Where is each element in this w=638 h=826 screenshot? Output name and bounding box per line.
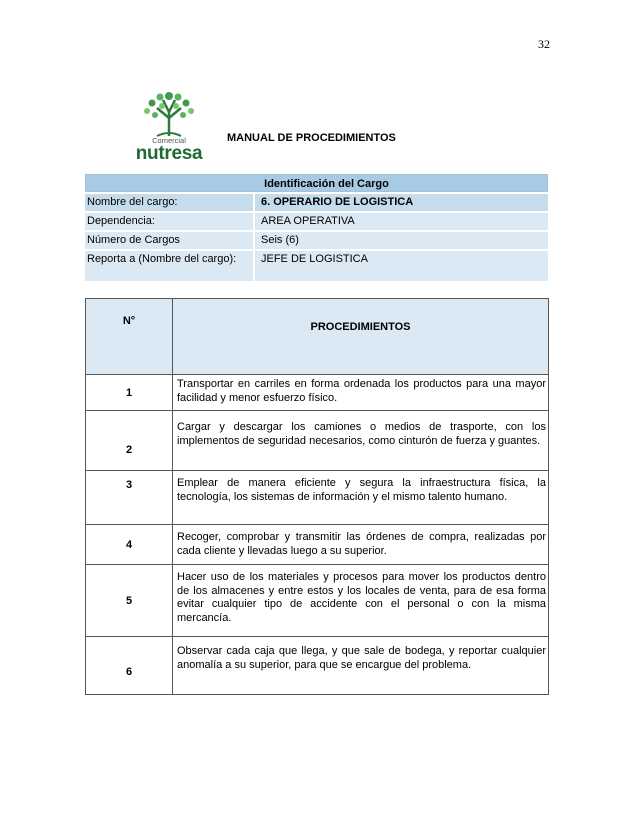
id-row-reports-to — [85, 251, 548, 281]
job-identification-header: Identificación del Cargo — [85, 174, 548, 192]
table-row — [86, 637, 549, 695]
logo-subtitle: Comercial — [152, 136, 186, 145]
table-row — [86, 565, 549, 637]
procedure-number: 6 — [86, 637, 173, 695]
procedure-text: Transportar en carriles en forma ordenada los productos para una mayor facilidad y menor esfuerzo físico. — [173, 375, 549, 411]
manual-title: MANUAL DE PROCEDIMIENTOS — [227, 132, 396, 144]
id-label: Nombre del cargo: — [85, 194, 253, 211]
procedure-number: 2 — [86, 411, 173, 471]
procedures-table — [85, 298, 549, 695]
table-row — [86, 525, 549, 565]
id-value: AREA OPERATIVA — [255, 213, 548, 230]
company-logo — [117, 88, 221, 170]
table-row — [86, 471, 549, 525]
procedure-number: 4 — [86, 525, 173, 565]
logo-wordmark: nutresa — [135, 143, 203, 164]
procedure-text: Recoger, comprobar y transmitir las órdenes de compra, realizadas por cada cliente y llevadas luego a su superior. — [173, 525, 549, 565]
procedure-text: Observar cada caja que llega, y que sale de bodega, y reportar cualquier anomalía a su superior, para que se encargue del problema. — [173, 637, 549, 695]
table-row — [86, 411, 549, 471]
job-identification-table — [85, 174, 548, 281]
id-label: Reporta a (Nombre del cargo): — [85, 251, 253, 281]
id-row-position — [85, 194, 548, 211]
id-value: Seis (6) — [255, 232, 548, 249]
procedure-number: 3 — [86, 471, 173, 525]
id-value: 6. OPERARIO DE LOGISTICA — [255, 194, 548, 211]
column-header-number: N° — [86, 299, 173, 375]
table-row — [86, 375, 549, 411]
procedures-header-row — [86, 299, 549, 375]
id-label: Número de Cargos — [85, 232, 253, 249]
id-label: Dependencia: — [85, 213, 253, 230]
column-header-procedures: PROCEDIMIENTOS — [173, 299, 549, 375]
procedure-text: Emplear de manera eficiente y segura la infraestructura física, la tecnología, los sistemas de información y el mismo talento humano. — [173, 471, 549, 525]
procedure-number: 5 — [86, 565, 173, 637]
id-row-count — [85, 232, 548, 249]
id-row-department — [85, 213, 548, 230]
procedure-number: 1 — [86, 375, 173, 411]
tree-icon — [117, 88, 221, 138]
page-number: 32 — [538, 37, 550, 51]
id-value: JEFE DE LOGISTICA — [255, 251, 548, 281]
procedure-text: Cargar y descargar los camiones o medios de trasporte, con los implementos de seguridad necesarios, como cinturón de fuerza y guantes. — [173, 411, 549, 471]
procedure-text: Hacer uso de los materiales y procesos para mover los productos dentro de los almacenes y entre estos y los locales de venta, para de esa forma evitar cualquier tipo de accidente con el personal o con la misma mercancía. — [173, 565, 549, 637]
